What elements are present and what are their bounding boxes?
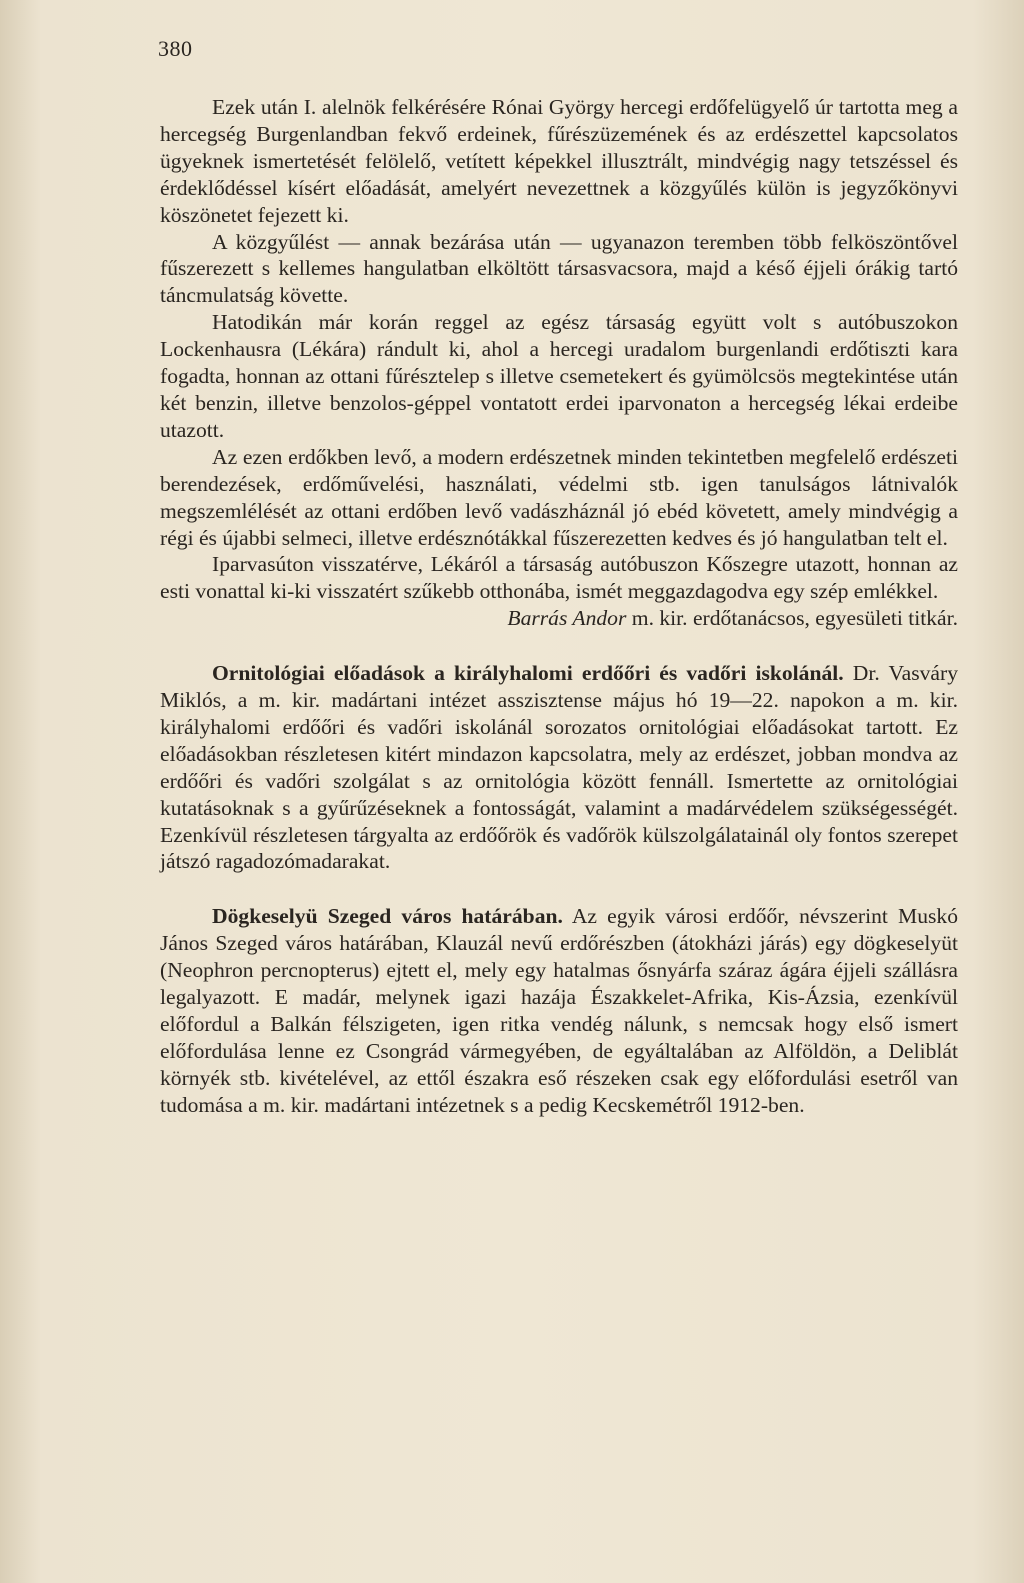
section-ornitologia [160, 660, 958, 875]
paragraph-forest-visit: Az ezen erdőkben levő, a modern erdészetnek minden tekintetben megfelelő erdészeti berendezések, erdőművelési, használati, védelmi stb. igen tanulságos látnivalók megszemlélését az ottani erdőben levő vadászháznál jó ebéd követett, amely mindvégig a régi és újabbi selmeci, illetve erdésznótákkal fűszerezetten kedves és jó hangulatban telt el. [160, 444, 958, 550]
section-body-ornitologia: Dr. Vasváry Miklós, a m. kir. madártani intézet asszisztense május hó 19—22. napokon a m. kir. királyhalomi erdőőri és vadőri iskolánál sorozatos ornitológiai előadásokat tartott. Ez előadásokban részletesen kitért mindazon kapcsolatra, mely az erdészet, jobban mondva az erdőőri és vadőri szolgálat s az ornitológia között fennáll. Ismertette az ornitológiai kutatásoknak s a gyűrűzéseknek a fontosságát, valamint a madárvédelem szükségességét. Ezenkívül részletesen tárgyalta az erdőőrök és vadőrök külszolgálatainál oly fontos szerepet játszó ragadozómadarakat. [160, 661, 958, 874]
paragraph-dinner: A közgyűlést — annak bezárása után — ugyanazon teremben több felköszöntővel fűszerezett s kellemes hangulatban elköltött társasvacsora, majd a késő éjjeli órákig tartó táncmulatság követte. [160, 229, 958, 308]
signature [160, 605, 958, 632]
page-number: 380 [158, 36, 193, 61]
paragraph-lecture: Ezek után I. alelnök felkérésére Rónai György hercegi erdőfelügyelő úr tartotta meg a hercegség Burgenlandban fekvő erdeinek, fűrészüzemének és az erdészettel kapcsolatos ügyeknek ismertetését felölelő, vetített képekkel illusztrált, mindvégig nagy tetszéssel és érdeklődéssel kísért előadását, amelyért nevezettnek a közgyűlés külön is jegyzőkönyvi köszönetet fejezett ki. [160, 95, 958, 227]
signature-title: m. kir. erdőtanácsos, egyesületi titkár. [626, 606, 958, 631]
paragraph-return: Iparvasúton visszatérve, Lékáról a társaság autóbuszon Kőszegre utazott, honnan az esti vonattal ki-ki visszatért szűkebb otthonába, ismét meggazdagodva egy szép emlékkel. [160, 552, 958, 604]
paragraph-excursion: Hatodikán már korán reggel az egész társaság együtt volt s autóbuszokon Lockenhausra (Lékára) rándult ki, ahol a hercegi uradalom burgenlandi erdőtiszti kara fogadta, honnan az ottani fűrésztelep s illetve csemetekert és gyümölcsös megtekintése után két benzin, illetve benzolos-géppel vontatott erdei iparvonaton a hercegség lékai erdeibe utazott. [160, 310, 958, 442]
section-dogkeselyu [160, 903, 958, 1118]
article-text [160, 94, 958, 1119]
section-body-dogkeselyu: Az egyik városi erdőőr, névszerint Muskó János Szeged város határában, Klauzál nevű erdőrészben (átokházi járás) egy dögkeselyüt (Neophron percnopterus) ejtett el, mely egy hatalmas ősnyárfa száraz ágára éjjeli szállásra legalyazott. E madár, melynek igazi hazája Északkelet-Afrika, Kis-Ázsia, ezenkívül előfordul a Balkán félszigeten, igen ritka vendég nálunk, s nemcsak hogy első ismert előfordulása lenne ez Csongrád vármegyében, de egyáltalában az Alföldön, a Deliblát környék stb. kivételével, az ettől északra eső részeken csak egy előfordulási esetről van tudomása a m. kir. madártani intézetnek s a pedig Kecskemétről 1912-ben. [160, 904, 959, 1117]
section-heading-dogkeselyu: Dögkeselyü Szeged város határában. [212, 904, 563, 929]
signature-name: Barrás Andor [507, 606, 627, 631]
section-heading-ornitologia: Ornitológiai előadások a királyhalomi erdőőri és vadőri iskolánál. [212, 661, 844, 686]
